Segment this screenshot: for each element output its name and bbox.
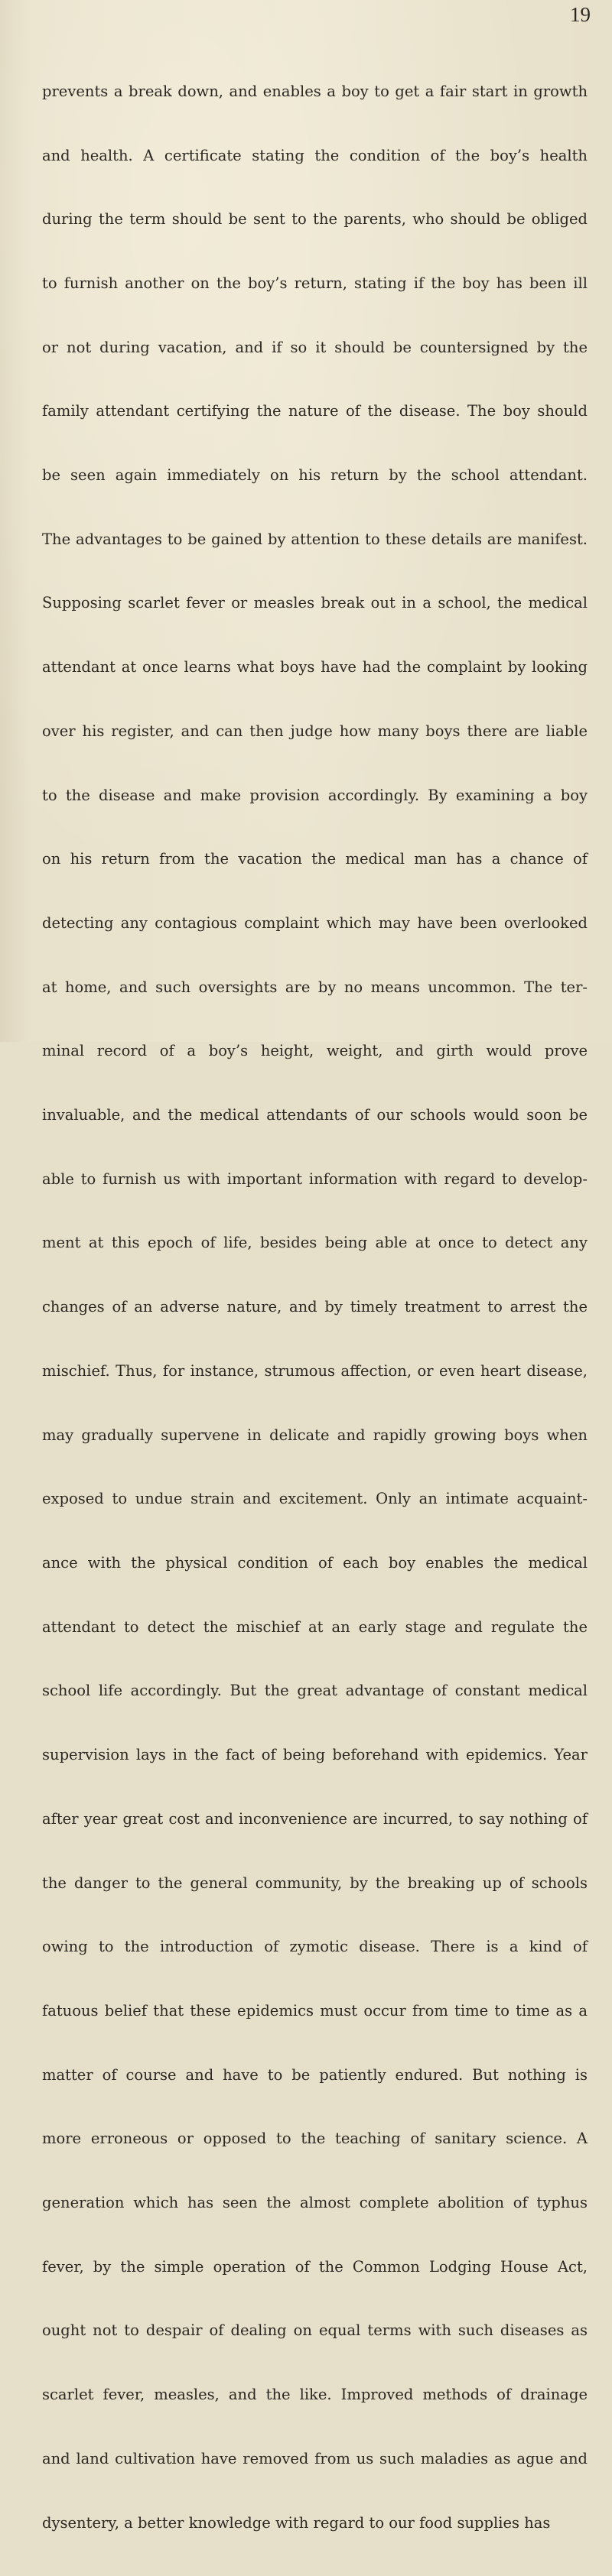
text-line: fever, by the simple operation of the Common Lodging House Act, xyxy=(42,2257,588,2276)
text-line: and health. A certificate stating the condition of the boy’s health xyxy=(42,146,588,164)
text-line: able to furnish us with important information with regard to develop- xyxy=(42,1170,588,1188)
text-line: ought not to despair of dealing on equal terms with such diseases as xyxy=(42,2321,588,2340)
text-line: family attendant certifying the nature of the disease. The boy should xyxy=(42,402,588,420)
text-line: dysentery, a better knowledge with regard to our food supplies has xyxy=(42,2513,551,2532)
text-line: detecting any contagious complaint which may have been overlooked xyxy=(42,913,588,932)
text-line: matter of course and have to be patiently endured. But nothing is xyxy=(42,2065,588,2084)
text-line: and land cultivation have removed from us such maladies as ague and xyxy=(42,2449,588,2467)
text-line: may gradually supervene in delicate and rapidly growing boys when xyxy=(42,1426,588,1444)
text-line: the danger to the general community, by the breaking up of schools xyxy=(42,1874,588,1892)
text-line: invaluable, and the medical attendants of our schools would soon be xyxy=(42,1106,588,1124)
text-line: at home, and such oversights are by no means uncommon. The ter- xyxy=(42,978,588,996)
text-line: generation which has seen the almost complete abolition of typhus xyxy=(42,2194,588,2212)
text-line: attendant at once learns what boys have had the complaint by looking xyxy=(42,658,588,676)
text-line: be seen again immediately on his return by the school attendant. xyxy=(42,466,588,485)
text-line: over his register, and can then judge how many boys there are liable xyxy=(42,722,588,740)
text-line: school life accordingly. But the great advantage of constant medical xyxy=(42,1682,588,1700)
text-line: to furnish another on the boy’s return, stating if the boy has been ill xyxy=(42,274,588,292)
text-line: on his return from the vacation the medical man has a chance of xyxy=(42,850,588,868)
text-line: or not during vacation, and if so it should be countersigned by the xyxy=(42,338,588,356)
text-line: exposed to undue strain and excitement. Only an intimate acquaint- xyxy=(42,1490,588,1508)
text-line: owing to the introduction of zymotic disease. There is a kind of xyxy=(42,1938,588,1956)
text-line: scarlet fever, measles, and the like. Improved methods of drainage xyxy=(42,2386,588,2404)
text-line: to the disease and make provision accordingly. By examining a boy xyxy=(42,786,588,804)
text-line: changes of an adverse nature, and by timely treatment to arrest the xyxy=(42,1298,588,1316)
text-line: The advantages to be gained by attention to these details are manifest. xyxy=(42,530,588,548)
text-line: after year great cost and inconvenience are incurred, to say nothing of xyxy=(42,1809,588,1828)
text-line: attendant to detect the mischief at an early stage and regulate the xyxy=(42,1617,588,1636)
text-line: mischief. Thus, for instance, strumous affection, or even heart disease, xyxy=(42,1361,588,1380)
text-line: supervision lays in the fact of being beforehand with epidemics. Year xyxy=(42,1746,588,1764)
page-number: 19 xyxy=(570,3,591,26)
text-line: minal record of a boy’s height, weight, and girth would prove xyxy=(42,1042,588,1060)
text-line: ment at this epoch of life, besides being able at once to detect any xyxy=(42,1234,588,1252)
body-paragraph xyxy=(42,38,588,2576)
text-line: during the term should be sent to the parents, who should be obliged xyxy=(42,210,588,229)
text-line: Supposing scarlet fever or measles break out in a school, the medical xyxy=(42,594,588,612)
text-line: more erroneous or opposed to the teaching of sanitary science. A xyxy=(42,2130,588,2148)
text-line: ance with the physical condition of each boy enables the medical xyxy=(42,1553,588,1572)
text-line: fatuous belief that these epidemics must occur from time to time as a xyxy=(42,2001,588,2020)
text-line: prevents a break down, and enables a boy to get a fair start in growth xyxy=(42,82,588,100)
